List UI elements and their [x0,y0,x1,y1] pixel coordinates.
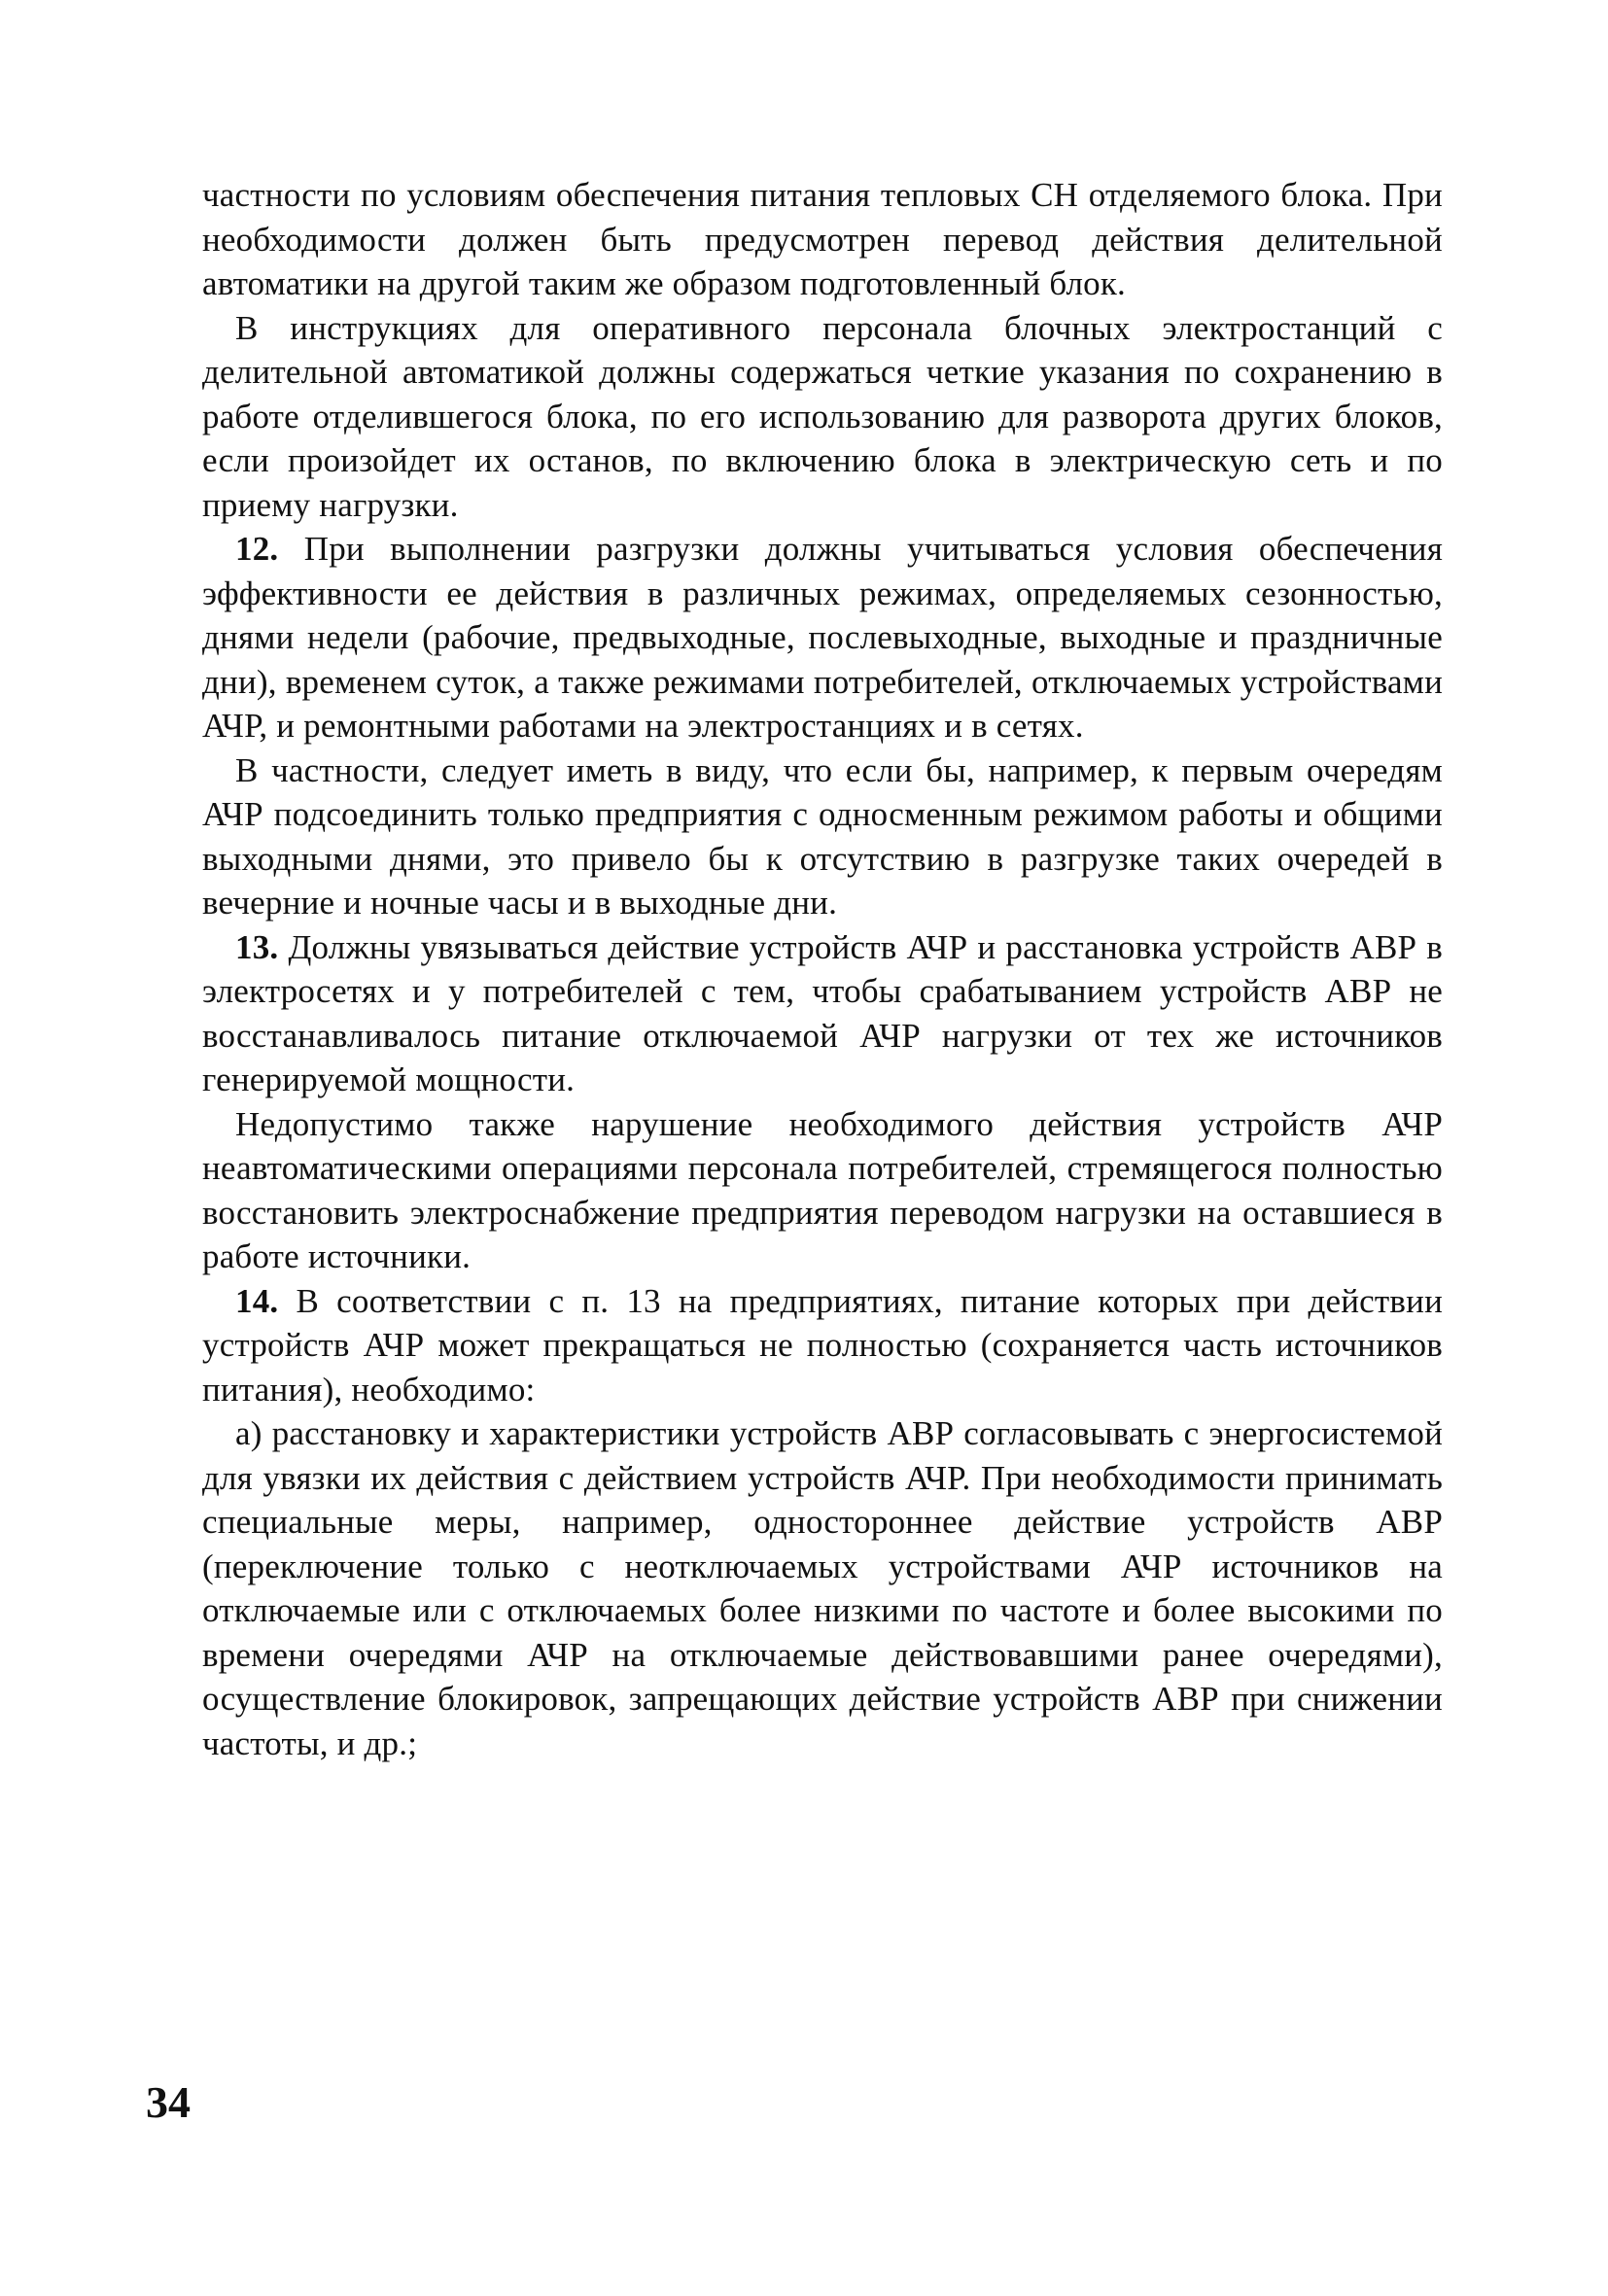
paragraph-subitem-a: а) расстановку и характеристики устройств АВР согласовывать с энергосистемой для увязки их действия с действием устройств АЧР. При необходимости принимать специальные меры, например, одностороннее действие устройств АВР (переключение только с неотключаемых устройствами АЧР источников на отключаемые или с отключаемых более низкими по частоте и более высокими по времени очередями АЧР на отключаемые действовавшими ранее очередями), осуществление блокировок, запрещающих действие устройств АВР при снижении частоты, и др.; [202,1414,1443,1762]
item-text: В соответствии с п. 13 на предприятиях, питание которых при действии устройств АЧР может прекращаться не полностью (сохраняется часть источников питания), необходимо: [202,1281,1444,1409]
paragraph-continuation: частности по условиям обеспечения питания тепловых СН отделяемого блока. При необходимости должен быть предусмотрен перевод действия делительной автоматики на другой таким же образом подготовленный блок. [202,176,1443,302]
text-body [202,173,1443,1765]
item-number: 12. [235,530,279,568]
paragraph-item-12 [202,527,1443,748]
paragraph-item-13 [202,925,1443,1102]
item-text: При выполнении разгрузки должны учитываться условия обеспечения эффективности ее действия в различных режимах, определяемых сезонностью, днями недели (рабочие, предвыходные, послевыходные, выходные и праздничные дни), временем суток, а также режимами потребителей, отключаемых устройствами АЧР, и ремонтными работами на электростанциях и в сетях. [202,530,1443,745]
page-number: 34 [146,2077,191,2127]
paragraph-item-14 [202,1279,1443,1412]
paragraph-instructions: В инструкциях для оперативного персонала блочных электростанций с делительной автоматикой должны содержаться четкие указания по сохранению в работе отделившегося блока, по его использованию для разворота других блоков, если произойдет их останов, по включению блока в электрическую сеть и по приему нагрузки. [202,308,1443,524]
paragraph-inadmissible: Недопустимо также нарушение необходимого действия устройств АЧР неавтоматическими операциями персонала потребителей, стремящегося полностью восстановить электроснабжение предприятия переводом нагрузки на оставшиеся в работе источники. [202,1104,1443,1275]
item-text: Должны увязываться действие устройств АЧР и расстановка устройств АВР в электросетях и у потребителей с тем, чтобы срабатыванием устройств АВР не восстанавливалось питание отключаемой АЧР нагрузки от тех же источников генерируемой мощности. [202,927,1444,1098]
paragraph-in-particular: В частности, следует иметь в виду, что если бы, например, к первым очередям АЧР подсоединить только предприятия с односменным режимом работы и общими выходными днями, это привело бы к отсутствию в разгрузке таких очередей в вечерние и ночные часы и в выходные дни. [202,750,1443,922]
item-number: 14. [235,1281,279,1320]
item-number: 13. [235,927,279,966]
